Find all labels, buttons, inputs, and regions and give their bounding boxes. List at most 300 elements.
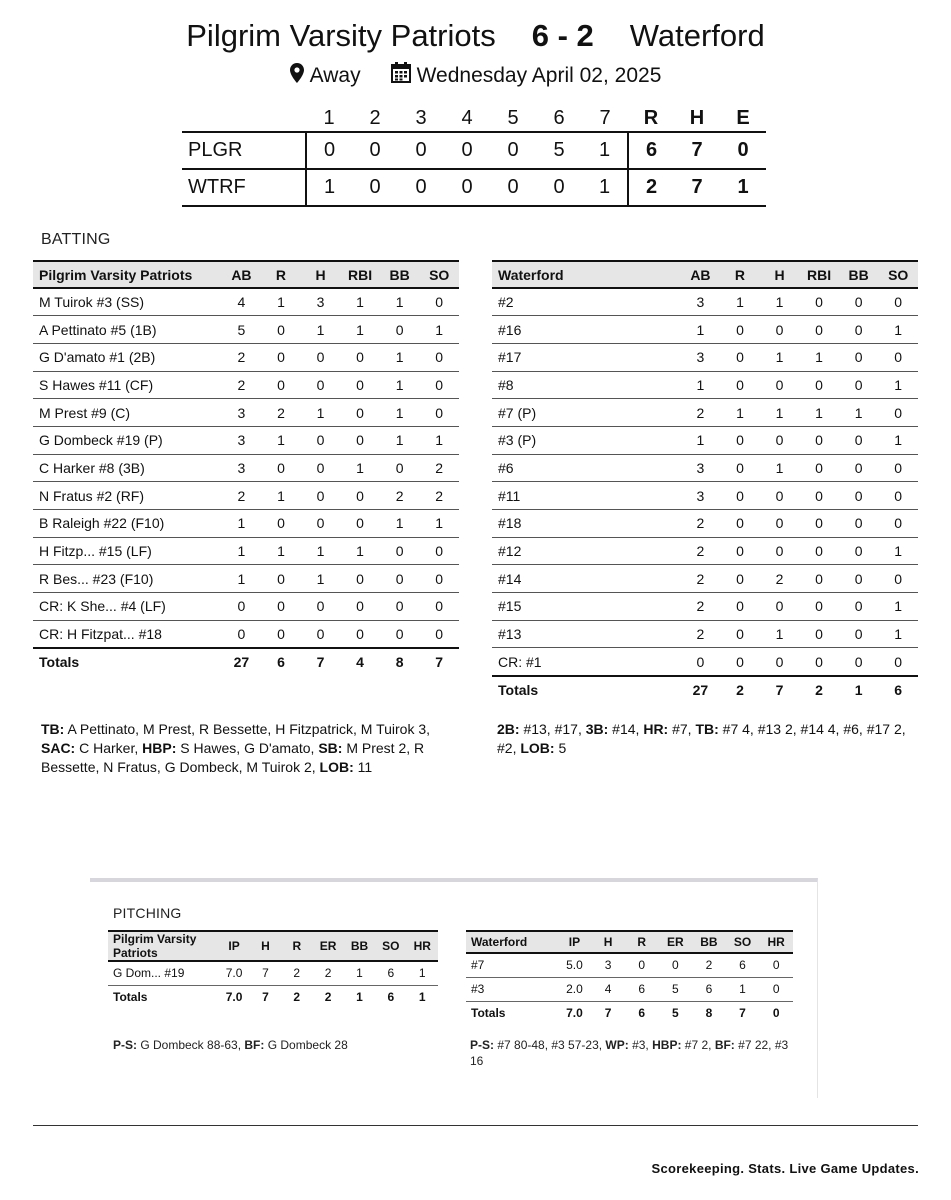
column-header: BB [839, 261, 879, 288]
stat-cell: 0 [720, 343, 760, 371]
table-row [33, 426, 459, 454]
stat-cell: 0 [340, 343, 380, 371]
inning-header: 4 [461, 107, 473, 129]
player-name: #7 (P) [492, 399, 681, 427]
stat-cell: 0 [340, 482, 380, 510]
stat-cell: 1 [760, 399, 800, 427]
stat-cell: 3 [681, 343, 721, 371]
table-row [33, 537, 459, 565]
stat-cell: 0 [760, 426, 800, 454]
stat-cell: 2 [681, 593, 721, 621]
stat-cell: 1 [261, 482, 301, 510]
stat-cell: 2 [681, 399, 721, 427]
away-pitching-notes [470, 1037, 790, 1069]
stat-cell: 0 [301, 593, 341, 621]
stat-cell: 1 [340, 537, 380, 565]
stat-cell: 0 [878, 399, 918, 427]
stat-cell: 1 [380, 510, 420, 538]
note-value: #3, [628, 1038, 653, 1052]
stat-cell: 1 [301, 316, 341, 344]
stat-cell: 0 [839, 537, 879, 565]
totals-cell: 6 [878, 676, 918, 704]
stat-cell: 0 [799, 288, 839, 316]
stat-cell: 0 [760, 371, 800, 399]
inning-header: 6 [553, 107, 565, 129]
stat-cell: 0 [760, 510, 800, 538]
table-row [466, 953, 793, 977]
stat-cell: 0 [419, 399, 459, 427]
stat-cell: 0 [878, 288, 918, 316]
totals-cell: 2 [324, 990, 332, 1005]
player-name: #2 [492, 288, 681, 316]
table-row [33, 620, 459, 648]
stat-cell: 0 [261, 454, 301, 482]
totals-cell: 7 [262, 990, 269, 1005]
stat-cell: 0 [799, 648, 839, 676]
totals-label: Totals [492, 676, 681, 704]
player-name: #3 (P) [492, 426, 681, 454]
totals-label: Totals [113, 990, 148, 1005]
stat-cell: 0 [380, 565, 420, 593]
stat-cell: 5 [222, 316, 262, 344]
stat-cell: 1 [419, 316, 459, 344]
table-row [492, 454, 918, 482]
column-header: RBI [799, 261, 839, 288]
column-header: HR [759, 931, 793, 953]
column-header: HR [407, 931, 438, 961]
totals-cell: 2 [799, 676, 839, 704]
game-date: Wednesday April 02, 2025 [416, 63, 662, 87]
inning-runs: 0 [444, 132, 490, 169]
stat-cell: 1 [681, 316, 721, 344]
inning-runs: 0 [352, 132, 398, 169]
table-row [492, 537, 918, 565]
column-header: BB [344, 931, 375, 961]
inning-header: 1 [323, 107, 335, 129]
final-score: 6 - 2 [531, 18, 594, 53]
table-row [466, 977, 793, 1001]
column-header: SO [878, 261, 918, 288]
stat-cell: 0 [301, 371, 341, 399]
table-row [33, 454, 459, 482]
stat-cell: 0 [799, 510, 839, 538]
stat-cell: 0 [380, 593, 420, 621]
totals-cell: 7.0 [566, 1006, 583, 1021]
player-name: #8 [492, 371, 681, 399]
column-header: ER [659, 931, 693, 953]
away-team-name: Waterford [629, 18, 765, 53]
player-name: H Fitzp... #15 (LF) [33, 537, 222, 565]
stat-cell: 0 [720, 537, 760, 565]
stat-cell: 1 [878, 537, 918, 565]
note-value: G Dombeck 28 [264, 1038, 348, 1052]
home-pitching-notes [113, 1037, 433, 1053]
stat-cell: 0 [760, 648, 800, 676]
stat-cell: 1 [340, 316, 380, 344]
stat-cell: 1 [760, 288, 800, 316]
stat-cell: 3 [222, 426, 262, 454]
stat-cell: 6 [726, 953, 760, 977]
column-header: H [301, 261, 341, 288]
runs-header: R [643, 107, 659, 129]
stat-cell: 2 [692, 953, 726, 977]
table-row [492, 371, 918, 399]
stat-cell: 1 [340, 454, 380, 482]
column-header: RBI [340, 261, 380, 288]
stat-cell: 0 [301, 343, 341, 371]
game-header [0, 18, 951, 89]
player-name: #17 [492, 343, 681, 371]
stat-cell: 0 [222, 593, 262, 621]
column-header: BB [692, 931, 726, 953]
stat-cell: 3 [222, 454, 262, 482]
stat-cell: 2 [312, 961, 343, 985]
inning-runs: 0 [444, 169, 490, 206]
calendar-icon [391, 62, 411, 89]
stat-cell: 1 [407, 961, 438, 985]
stat-cell: 0 [839, 288, 879, 316]
inning-header: 7 [599, 107, 611, 129]
totals-cell: 8 [380, 648, 420, 676]
stat-cell: 7.0 [218, 961, 249, 985]
inning-header: 2 [369, 107, 381, 129]
stat-cell: 0 [340, 620, 380, 648]
stat-cell: 2 [681, 565, 721, 593]
stat-cell: 1 [681, 371, 721, 399]
stat-cell: 1 [419, 426, 459, 454]
player-name: N Fratus #2 (RF) [33, 482, 222, 510]
table-row [33, 399, 459, 427]
rhe-value: 1 [720, 169, 766, 206]
note-key: SAC: [41, 740, 76, 756]
rhe-value: 2 [628, 169, 674, 206]
note-key: LOB: [319, 759, 354, 775]
inning-runs: 0 [490, 169, 536, 206]
stat-cell: 0 [760, 593, 800, 621]
stat-cell: 2 [222, 371, 262, 399]
column-header: AB [681, 261, 721, 288]
stat-cell: 0 [839, 426, 879, 454]
column-header: IP [558, 931, 592, 953]
table-header-row [108, 931, 438, 961]
home-batting-table [33, 260, 459, 676]
player-name: #16 [492, 316, 681, 344]
stat-cell: 0 [878, 343, 918, 371]
stat-cell: 0 [720, 371, 760, 399]
location-pin-icon [290, 63, 304, 89]
inning-header: 3 [415, 107, 427, 129]
stat-cell: 0 [799, 593, 839, 621]
totals-row [492, 676, 918, 704]
stat-cell: 0 [261, 565, 301, 593]
stat-cell: 1 [726, 977, 760, 1001]
column-header: ER [312, 931, 343, 961]
stat-cell: 0 [720, 482, 760, 510]
note-key: LOB: [520, 740, 555, 756]
stat-cell: 0 [419, 620, 459, 648]
stat-cell: 1 [261, 288, 301, 316]
stat-cell: 0 [799, 620, 839, 648]
stat-cell: 0 [419, 371, 459, 399]
stat-cell: 0 [878, 454, 918, 482]
player-name: CR: #1 [492, 648, 681, 676]
inning-runs: 1 [306, 169, 352, 206]
player-name: CR: H Fitzpat... #18 [33, 620, 222, 648]
stat-cell: 0 [878, 510, 918, 538]
stat-cell: 3 [681, 454, 721, 482]
stat-cell: 1 [222, 510, 262, 538]
table-header-row [492, 261, 918, 288]
stat-cell: 0 [659, 953, 693, 977]
stat-cell: 0 [878, 482, 918, 510]
stat-cell: 1 [878, 371, 918, 399]
stat-cell: 2.0 [558, 977, 592, 1001]
totals-cell: 7 [419, 648, 459, 676]
note-value: S Hawes, G D'amato, [176, 740, 319, 756]
player-name: G D'amato #1 (2B) [33, 343, 222, 371]
line-score-row [182, 169, 766, 206]
inning-runs: 5 [536, 132, 582, 169]
stat-cell: 0 [839, 620, 879, 648]
stat-cell: 0 [720, 316, 760, 344]
line-score-team: PLGR [182, 132, 306, 169]
pitching-section-label: PITCHING [113, 905, 182, 921]
stat-cell: 1 [261, 537, 301, 565]
stat-cell: 0 [839, 482, 879, 510]
stat-cell: 3 [301, 288, 341, 316]
stat-cell: 1 [878, 593, 918, 621]
table-row [33, 482, 459, 510]
line-score-table [182, 106, 766, 207]
stat-cell: 3 [222, 399, 262, 427]
stat-cell: 0 [839, 343, 879, 371]
table-row [492, 343, 918, 371]
column-header: H [591, 931, 625, 953]
stat-cell: 0 [419, 593, 459, 621]
player-name: #12 [492, 537, 681, 565]
totals-cell: 1 [418, 990, 426, 1005]
stat-cell: 0 [720, 648, 760, 676]
hits-header: H [689, 107, 705, 129]
stat-cell: 0 [760, 482, 800, 510]
stat-cell: 0 [340, 510, 380, 538]
away-pitching-table [466, 930, 793, 1025]
stat-cell: 1 [760, 454, 800, 482]
stat-cell: 2 [419, 482, 459, 510]
batting-section-label: BATTING [41, 231, 111, 248]
table-header-row [466, 931, 793, 953]
stat-cell: 1 [261, 426, 301, 454]
totals-cell: 7.0 [225, 990, 243, 1005]
totals-cell: 7 [301, 648, 341, 676]
stat-cell: 1 [380, 288, 420, 316]
stat-cell: 2 [222, 343, 262, 371]
stat-cell: 0 [380, 537, 420, 565]
stat-cell: 1 [878, 620, 918, 648]
table-row [33, 371, 459, 399]
column-header: BB [380, 261, 420, 288]
footer-tagline: Scorekeeping. Stats. Live Game Updates. [651, 1161, 919, 1176]
totals-cell: 6 [387, 990, 395, 1005]
totals-cell: 27 [222, 648, 262, 676]
stat-cell: 1 [380, 343, 420, 371]
stat-cell: 2 [681, 537, 721, 565]
player-name: #18 [492, 510, 681, 538]
note-value: #13, #17, [519, 721, 586, 737]
stat-cell: 0 [799, 565, 839, 593]
stat-cell: 1 [720, 399, 760, 427]
player-name: S Hawes #11 (CF) [33, 371, 222, 399]
table-row [492, 288, 918, 316]
stat-cell: 0 [380, 454, 420, 482]
note-key: P-S: [113, 1038, 137, 1052]
stat-cell: 2 [380, 482, 420, 510]
stat-cell: 1 [878, 316, 918, 344]
totals-cell: 1 [839, 676, 879, 704]
stat-cell: 0 [759, 953, 793, 977]
player-name: #14 [492, 565, 681, 593]
away-batting-table [492, 260, 918, 703]
note-key: 2B: [497, 721, 520, 737]
inning-runs: 0 [306, 132, 352, 169]
stat-cell: 0 [340, 371, 380, 399]
note-key: TB: [695, 721, 719, 737]
stat-cell: 7 [250, 961, 281, 985]
stat-cell: 5 [659, 977, 693, 1001]
note-key: P-S: [470, 1038, 494, 1052]
column-header: IP [218, 931, 249, 961]
totals-cell: 4 [340, 648, 380, 676]
away-batting-notes [497, 720, 915, 758]
totals-label: Totals [471, 1006, 506, 1021]
note-key: HR: [643, 721, 669, 737]
stat-cell: 0 [301, 620, 341, 648]
column-header: R [261, 261, 301, 288]
stat-cell: 1 [301, 565, 341, 593]
stat-cell: 3 [591, 953, 625, 977]
stat-cell: 2 [681, 620, 721, 648]
home-pitching-table [108, 930, 438, 1009]
stat-cell: 1 [681, 426, 721, 454]
footer-divider [33, 1125, 918, 1126]
stat-cell: 0 [839, 316, 879, 344]
column-header: SO [419, 261, 459, 288]
inning-runs: 0 [398, 169, 444, 206]
stat-cell: 0 [625, 953, 659, 977]
totals-cell: 8 [705, 1006, 713, 1021]
note-value: G Dombeck 88-63, [137, 1038, 245, 1052]
table-row [492, 510, 918, 538]
totals-cell: 6 [261, 648, 301, 676]
table-row [492, 565, 918, 593]
stat-cell: 0 [301, 482, 341, 510]
stat-cell: 0 [261, 620, 301, 648]
inning-runs: 1 [582, 169, 628, 206]
note-key: BF: [244, 1038, 265, 1052]
table-row [33, 565, 459, 593]
line-score-row [182, 132, 766, 169]
player-name: B Raleigh #22 (F10) [33, 510, 222, 538]
errors-header: E [736, 107, 750, 129]
stat-cell: 0 [878, 565, 918, 593]
column-header: R [625, 931, 659, 953]
team-header: Waterford [466, 931, 558, 953]
table-row [33, 316, 459, 344]
column-header: H [250, 931, 281, 961]
stat-cell: 0 [839, 371, 879, 399]
team-header: Waterford [492, 261, 681, 288]
player-name: M Tuirok #3 (SS) [33, 288, 222, 316]
stat-cell: 0 [720, 426, 760, 454]
stat-cell: 2 [681, 510, 721, 538]
note-value: #14, [608, 721, 644, 737]
player-name: #15 [492, 593, 681, 621]
note-value: 5 [554, 740, 567, 756]
stat-cell: 0 [839, 454, 879, 482]
stat-cell: 0 [419, 288, 459, 316]
column-header: AB [222, 261, 262, 288]
table-row [33, 510, 459, 538]
note-key: HBP: [142, 740, 177, 756]
note-value: C Harker, [75, 740, 143, 756]
totals-row [108, 985, 438, 1009]
stat-cell: 1 [720, 288, 760, 316]
inning-runs: 0 [490, 132, 536, 169]
totals-cell: 0 [772, 1006, 780, 1021]
totals-cell: 2 [720, 676, 760, 704]
stat-cell: 0 [720, 620, 760, 648]
totals-row [33, 648, 459, 676]
stat-cell: 1 [222, 565, 262, 593]
stat-cell: 0 [340, 565, 380, 593]
inning-runs: 1 [582, 132, 628, 169]
note-value: #7 2, [681, 1038, 715, 1052]
stat-cell: 0 [419, 565, 459, 593]
score-line [0, 18, 951, 54]
stat-cell: 0 [839, 648, 879, 676]
stat-cell: 1 [878, 426, 918, 454]
stat-cell: 1 [301, 537, 341, 565]
stat-cell: 0 [799, 454, 839, 482]
stat-cell: 1 [799, 343, 839, 371]
game-meta [0, 62, 951, 89]
player-name: #11 [492, 482, 681, 510]
stat-cell: 1 [419, 510, 459, 538]
stat-cell: 2 [760, 565, 800, 593]
stat-cell: 6 [625, 977, 659, 1001]
stat-cell: 0 [301, 426, 341, 454]
stat-cell: 0 [681, 648, 721, 676]
table-row [108, 961, 438, 985]
table-header-row [33, 261, 459, 288]
stat-cell: 0 [720, 454, 760, 482]
stat-cell: 0 [839, 593, 879, 621]
home-team-name: Pilgrim Varsity Patriots [186, 18, 496, 53]
stat-cell: 0 [419, 343, 459, 371]
table-row [33, 288, 459, 316]
note-key: BF: [714, 1038, 735, 1052]
stat-cell: 0 [261, 510, 301, 538]
player-name: A Pettinato #5 (1B) [33, 316, 222, 344]
player-name: #7 [466, 953, 558, 977]
totals-cell: 7 [760, 676, 800, 704]
stat-cell: 0 [340, 426, 380, 454]
note-value: M Prest 2, R Bessette, N Fratus, G Dombeck, M Tuirok 2, [41, 740, 425, 775]
stat-cell: 0 [261, 343, 301, 371]
note-key: TB: [41, 721, 65, 737]
table-row [492, 399, 918, 427]
stat-cell: 0 [799, 482, 839, 510]
